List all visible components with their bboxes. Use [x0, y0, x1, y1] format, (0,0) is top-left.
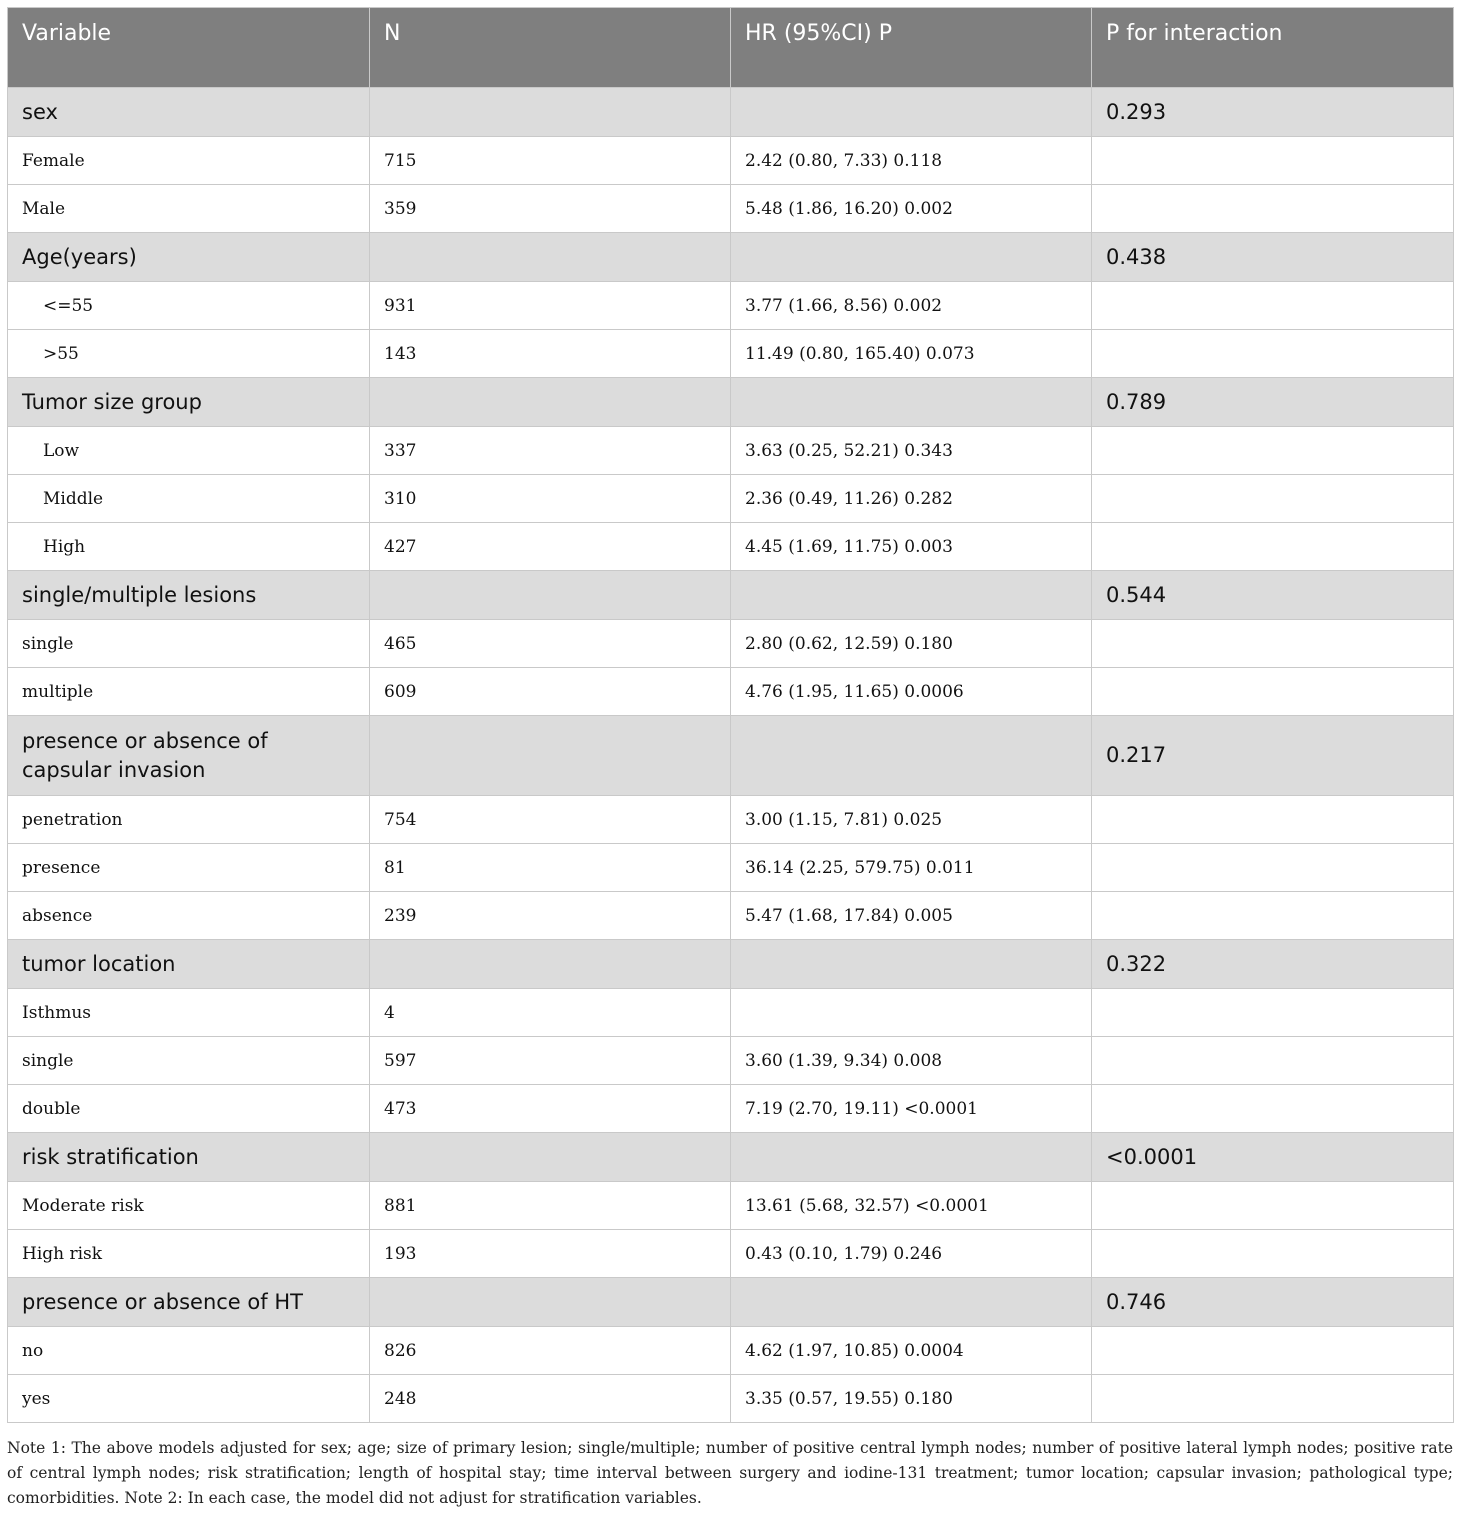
- cell-p-interaction: [1092, 1037, 1454, 1085]
- table-row: [8, 892, 1454, 940]
- cell-variable: <=55: [8, 282, 370, 330]
- group-row: [8, 1278, 1454, 1327]
- table-row: [8, 1230, 1454, 1278]
- table-row: [8, 1375, 1454, 1423]
- cell-n: 881: [370, 1182, 731, 1230]
- cell-hr: [731, 378, 1092, 427]
- cell-n: 337: [370, 427, 731, 475]
- cell-p-interaction: 0.293: [1092, 88, 1454, 137]
- cell-variable: High: [8, 523, 370, 571]
- group-row: [8, 378, 1454, 427]
- cell-variable: High risk: [8, 1230, 370, 1278]
- cell-p-interaction: 0.217: [1092, 716, 1454, 796]
- cell-hr: [731, 940, 1092, 989]
- cell-variable: Moderate risk: [8, 1182, 370, 1230]
- table-body: [8, 88, 1454, 1423]
- cell-n: 754: [370, 796, 731, 844]
- cell-n: 826: [370, 1327, 731, 1375]
- cell-variable: risk stratification: [8, 1133, 370, 1182]
- cell-n: 427: [370, 523, 731, 571]
- cell-hr: 3.77 (1.66, 8.56) 0.002: [731, 282, 1092, 330]
- cell-p-interaction: [1092, 1230, 1454, 1278]
- cell-variable: Middle: [8, 475, 370, 523]
- header-n: N: [370, 8, 731, 88]
- cell-hr: [731, 571, 1092, 620]
- cell-hr: 5.47 (1.68, 17.84) 0.005: [731, 892, 1092, 940]
- table-row: [8, 282, 1454, 330]
- cell-hr: [731, 1133, 1092, 1182]
- cell-p-interaction: 0.789: [1092, 378, 1454, 427]
- table-row: [8, 330, 1454, 378]
- cell-variable: absence: [8, 892, 370, 940]
- table-header-row: [8, 8, 1454, 88]
- cell-hr: 2.80 (0.62, 12.59) 0.180: [731, 620, 1092, 668]
- cell-p-interaction: [1092, 523, 1454, 571]
- cell-hr: 4.76 (1.95, 11.65) 0.0006: [731, 668, 1092, 716]
- cell-hr: 13.61 (5.68, 32.57) <0.0001: [731, 1182, 1092, 1230]
- cell-n: [370, 1278, 731, 1327]
- cell-variable: single/multiple lesions: [8, 571, 370, 620]
- cell-variable: presence or absence of capsular invasion: [8, 716, 370, 796]
- table-footnote: Note 1: The above models adjusted for sex; age; size of primary lesion; single/multiple; number of positive central lymph nodes; number of positive lateral lymph nodes; positive rate of central lymph nodes; risk stratification; length of hospital stay; time interval between surgery and iodine-131 treatment; tumor location; capsular invasion; pathological type; comorbidities. Note 2: In each case, the model did not adjust for stratification variables.: [7, 1439, 1453, 1507]
- table-row: [8, 1327, 1454, 1375]
- cell-n: 359: [370, 185, 731, 233]
- table-row: [8, 1037, 1454, 1085]
- cell-n: 715: [370, 137, 731, 185]
- header-p-interaction: P for interaction: [1092, 8, 1454, 88]
- group-row: [8, 1133, 1454, 1182]
- cell-variable: single: [8, 1037, 370, 1085]
- cell-hr: 3.35 (0.57, 19.55) 0.180: [731, 1375, 1092, 1423]
- cell-n: 143: [370, 330, 731, 378]
- cell-p-interaction: 0.544: [1092, 571, 1454, 620]
- cell-p-interaction: [1092, 1182, 1454, 1230]
- cell-n: 473: [370, 1085, 731, 1133]
- cell-variable: Age(years): [8, 233, 370, 282]
- cell-hr: [731, 1278, 1092, 1327]
- group-row: [8, 233, 1454, 282]
- cell-hr: 2.42 (0.80, 7.33) 0.118: [731, 137, 1092, 185]
- cell-hr: 4.45 (1.69, 11.75) 0.003: [731, 523, 1092, 571]
- cell-hr: 0.43 (0.10, 1.79) 0.246: [731, 1230, 1092, 1278]
- cell-n: [370, 1133, 731, 1182]
- subgroup-analysis-table: [7, 7, 1454, 1423]
- cell-hr: [731, 716, 1092, 796]
- table-row: [8, 989, 1454, 1037]
- cell-p-interaction: 0.322: [1092, 940, 1454, 989]
- cell-hr: 2.36 (0.49, 11.26) 0.282: [731, 475, 1092, 523]
- cell-hr: 7.19 (2.70, 19.11) <0.0001: [731, 1085, 1092, 1133]
- cell-hr: 3.63 (0.25, 52.21) 0.343: [731, 427, 1092, 475]
- cell-p-interaction: [1092, 668, 1454, 716]
- table-row: [8, 185, 1454, 233]
- cell-n: [370, 571, 731, 620]
- cell-hr: 5.48 (1.86, 16.20) 0.002: [731, 185, 1092, 233]
- cell-p-interaction: [1092, 282, 1454, 330]
- cell-variable: Tumor size group: [8, 378, 370, 427]
- cell-n: 465: [370, 620, 731, 668]
- cell-variable: no: [8, 1327, 370, 1375]
- group-row: [8, 88, 1454, 137]
- cell-n: 4: [370, 989, 731, 1037]
- cell-p-interaction: [1092, 620, 1454, 668]
- cell-n: 310: [370, 475, 731, 523]
- cell-n: [370, 378, 731, 427]
- cell-variable: sex: [8, 88, 370, 137]
- table-container: [7, 7, 1453, 1423]
- cell-hr: 11.49 (0.80, 165.40) 0.073: [731, 330, 1092, 378]
- cell-p-interaction: 0.438: [1092, 233, 1454, 282]
- cell-variable: single: [8, 620, 370, 668]
- table-row: [8, 668, 1454, 716]
- cell-p-interaction: [1092, 185, 1454, 233]
- header-variable: Variable: [8, 8, 370, 88]
- cell-n: 931: [370, 282, 731, 330]
- cell-variable: Female: [8, 137, 370, 185]
- cell-p-interaction: <0.0001: [1092, 1133, 1454, 1182]
- cell-n: 597: [370, 1037, 731, 1085]
- cell-p-interaction: [1092, 844, 1454, 892]
- cell-n: 81: [370, 844, 731, 892]
- table-row: [8, 1085, 1454, 1133]
- cell-n: 239: [370, 892, 731, 940]
- cell-p-interaction: [1092, 427, 1454, 475]
- table-row: [8, 427, 1454, 475]
- cell-p-interaction: [1092, 1375, 1454, 1423]
- group-row: [8, 940, 1454, 989]
- cell-p-interaction: [1092, 989, 1454, 1037]
- cell-n: 609: [370, 668, 731, 716]
- cell-n: [370, 940, 731, 989]
- table-row: [8, 844, 1454, 892]
- cell-variable: presence or absence of HT: [8, 1278, 370, 1327]
- cell-n: 248: [370, 1375, 731, 1423]
- group-row: [8, 716, 1454, 796]
- cell-hr: [731, 233, 1092, 282]
- cell-n: [370, 716, 731, 796]
- cell-p-interaction: [1092, 137, 1454, 185]
- cell-variable: Low: [8, 427, 370, 475]
- cell-hr: 4.62 (1.97, 10.85) 0.0004: [731, 1327, 1092, 1375]
- cell-variable: presence: [8, 844, 370, 892]
- cell-variable: Isthmus: [8, 989, 370, 1037]
- cell-p-interaction: [1092, 475, 1454, 523]
- cell-p-interaction: [1092, 1085, 1454, 1133]
- cell-p-interaction: [1092, 796, 1454, 844]
- cell-hr: 3.00 (1.15, 7.81) 0.025: [731, 796, 1092, 844]
- cell-n: 193: [370, 1230, 731, 1278]
- cell-variable: double: [8, 1085, 370, 1133]
- cell-p-interaction: [1092, 892, 1454, 940]
- cell-variable: yes: [8, 1375, 370, 1423]
- table-row: [8, 475, 1454, 523]
- table-row: [8, 137, 1454, 185]
- cell-hr: [731, 88, 1092, 137]
- header-hr: HR (95%CI) P: [731, 8, 1092, 88]
- cell-hr: 36.14 (2.25, 579.75) 0.011: [731, 844, 1092, 892]
- cell-p-interaction: 0.746: [1092, 1278, 1454, 1327]
- cell-p-interaction: [1092, 1327, 1454, 1375]
- table-row: [8, 523, 1454, 571]
- group-row: [8, 571, 1454, 620]
- cell-variable: >55: [8, 330, 370, 378]
- cell-hr: 3.60 (1.39, 9.34) 0.008: [731, 1037, 1092, 1085]
- cell-n: [370, 233, 731, 282]
- cell-variable: Male: [8, 185, 370, 233]
- table-row: [8, 796, 1454, 844]
- cell-variable: tumor location: [8, 940, 370, 989]
- table-row: [8, 620, 1454, 668]
- cell-hr: [731, 989, 1092, 1037]
- cell-n: [370, 88, 731, 137]
- cell-p-interaction: [1092, 330, 1454, 378]
- table-row: [8, 1182, 1454, 1230]
- cell-variable: penetration: [8, 796, 370, 844]
- cell-variable: multiple: [8, 668, 370, 716]
